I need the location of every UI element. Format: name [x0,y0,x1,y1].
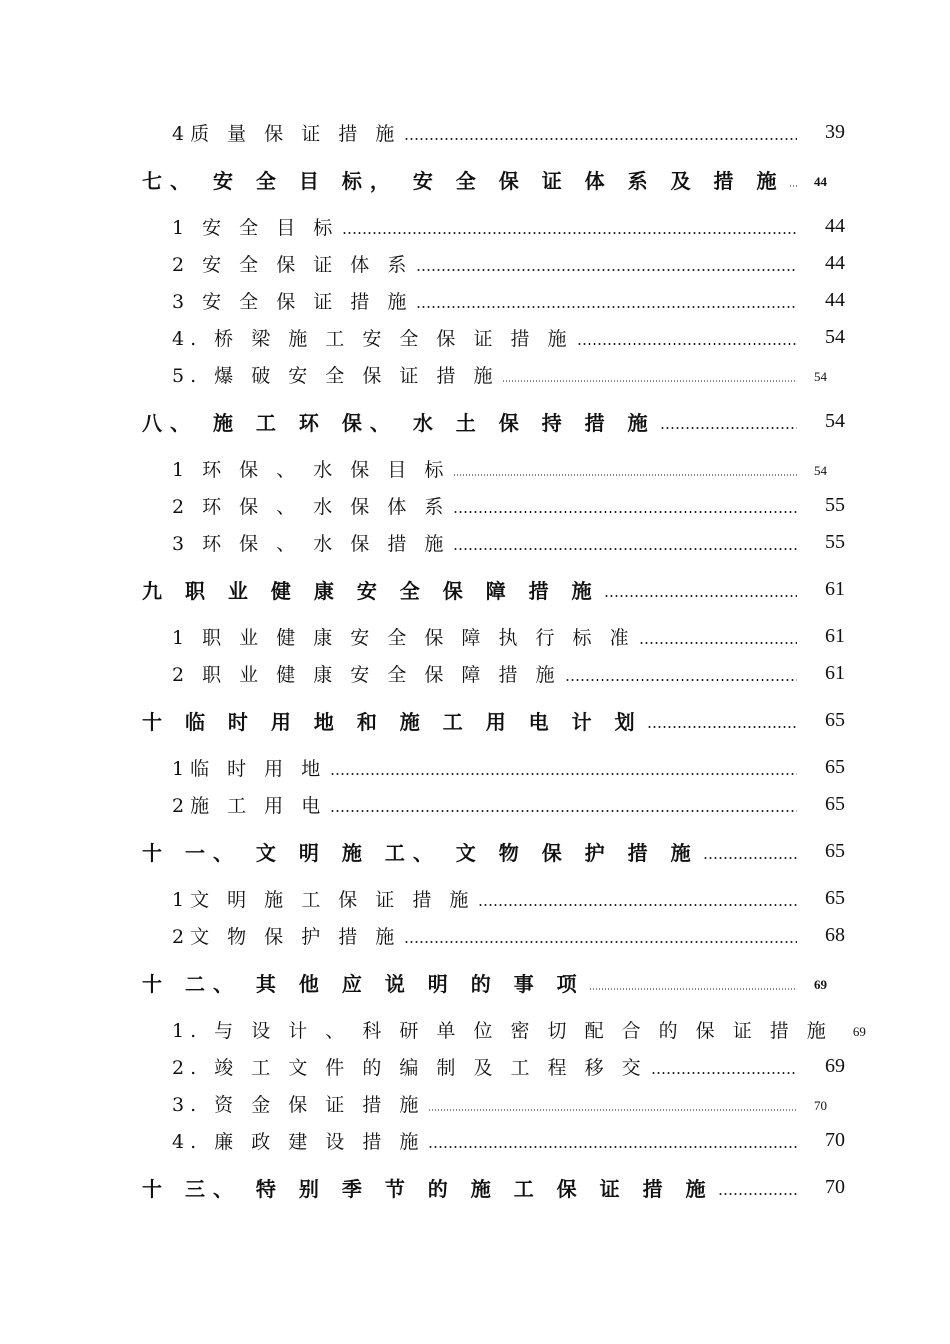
toc-entry-title: 5. 爆 破 安 全 保 证 措 施 [172,364,499,387]
toc-entry[interactable] [0,1125,950,1155]
toc-page-number: 70 [825,1128,845,1151]
dot-leader [478,903,797,907]
toc-page-number: 54 [814,463,827,478]
dot-leader [428,1108,797,1112]
toc-page-number: 69 [825,1054,845,1077]
dot-leader [565,678,798,682]
toc-entry-title: 十 三、 特 别 季 节 的 施 工 保 证 措 施 [142,1176,714,1201]
toc-entry-title: 十 临 时 用 地 和 施 工 用 电 计 划 [142,709,643,734]
toc-page-number: 54 [825,409,845,432]
toc-page-number: 39 [825,120,845,143]
dot-leader [589,987,797,991]
dot-leader [428,1145,797,1149]
toc-entry[interactable] [0,248,950,278]
dot-leader [651,1071,797,1075]
toc-entry[interactable] [0,836,950,866]
toc-entry[interactable] [0,285,950,315]
toc-entry-title: 七、 安 全 目 标， 安 全 保 证 体 系 及 措 施 [142,168,785,193]
dot-leader [718,1192,797,1196]
toc-page-number: 65 [825,708,845,731]
toc-entry-title: 2. 竣 工 文 件 的 编 制 及 工 程 移 交 [172,1056,647,1079]
toc-page-number: 55 [825,493,845,516]
toc-page-number: 54 [814,369,827,384]
dot-leader [330,772,797,776]
toc-entry[interactable] [0,752,950,782]
dot-leader [416,305,797,309]
toc-entry[interactable] [0,883,950,913]
dot-leader [416,268,797,272]
toc-page-number: 65 [825,886,845,909]
dot-leader [502,379,797,383]
toc-page-number: 65 [825,755,845,778]
dot-leader [404,940,797,944]
dot-leader [404,137,797,141]
toc-entry[interactable] [0,527,950,557]
toc-page-number: 70 [814,1098,827,1113]
dot-leader [639,641,797,645]
toc-page-number: 65 [825,792,845,815]
toc-entry-title: 1 职 业 健 康 安 全 保 障 执 行 标 准 [172,626,635,649]
toc-entry-title: 1 环 保 、 水 保 目 标 [172,458,450,481]
dot-leader [703,856,797,860]
toc-entry[interactable] [0,359,950,389]
toc-page-number: 61 [825,577,845,600]
dot-leader [342,231,797,235]
toc-entry[interactable] [0,574,950,604]
toc-entry-title: 2 职 业 健 康 安 全 保 障 措 施 [172,663,561,686]
toc-entry-title: 1临 时 用 地 [172,757,327,780]
toc-entry[interactable] [0,621,950,651]
toc-entry-title: 九 职 业 健 康 安 全 保 障 措 施 [142,578,600,603]
toc-entry[interactable] [0,490,950,520]
dot-leader [330,809,797,813]
dot-leader [604,594,797,598]
dot-leader [453,547,797,551]
toc-page-number: 68 [825,923,845,946]
toc-page-number: 61 [825,624,845,647]
toc-page-number: 55 [825,530,845,553]
toc-entry-title: 2文 物 保 护 措 施 [172,925,401,948]
toc-entry-title: 3. 资 金 保 证 措 施 [172,1093,425,1116]
dot-leader [577,342,797,346]
toc-entry-title: 3 安 全 保 证 措 施 [172,290,413,313]
toc-page-number: 44 [814,174,827,189]
toc-entry[interactable] [0,211,950,241]
toc-page-number: 65 [825,839,845,862]
toc-entry-title: 1. 与 设 计 、 科 研 单 位 密 切 配 合 的 保 证 措 施 [172,1019,832,1042]
toc-page-number: 54 [825,325,845,348]
toc-page-number: 61 [825,661,845,684]
toc-entry-title: 1文 明 施 工 保 证 措 施 [172,888,475,911]
toc-entry-title: 4. 桥 梁 施 工 安 全 保 证 措 施 [172,327,573,350]
toc-entry[interactable] [0,705,950,735]
toc-entry[interactable] [0,322,950,352]
toc-entry-title: 十 二、 其 他 应 说 明 的 事 项 [142,971,585,996]
toc-page-number: 44 [825,214,845,237]
dot-leader [453,473,797,477]
toc-entry-title: 3 环 保 、 水 保 措 施 [172,532,450,555]
toc-entry[interactable] [0,1088,950,1118]
toc-page-number: 69 [814,977,827,992]
dot-leader [789,184,797,188]
toc-entry[interactable] [0,117,950,147]
toc-entry[interactable] [0,920,950,950]
toc-entry[interactable] [0,1172,950,1202]
dot-leader [660,426,797,430]
toc-page-number: 70 [825,1175,845,1198]
toc-page-number: 69 [852,1024,866,1039]
toc-page-number: 44 [825,288,845,311]
toc-entry-title: 八、 施 工 环 保、 水 土 保 持 措 施 [142,410,656,435]
toc-page-number: 44 [825,251,845,274]
toc-entry-title: 2 环 保 、 水 保 体 系 [172,495,450,518]
toc-entry-title: 4质 量 保 证 措 施 [172,122,401,145]
toc-entry[interactable] [0,1051,950,1081]
toc-entry[interactable] [0,658,950,688]
toc-entry-title: 2 安 全 保 证 体 系 [172,253,413,276]
toc-entry-title: 十 一、 文 明 施 工、 文 物 保 护 措 施 [142,840,699,865]
dot-leader [453,510,797,514]
toc-entry[interactable] [0,164,950,194]
toc-entry-title: 2施 工 用 电 [172,794,327,817]
toc-entry[interactable] [0,1014,950,1044]
toc-entry[interactable] [0,453,950,483]
toc-entry[interactable] [0,406,950,436]
toc-entry-title: 1 安 全 目 标 [172,216,339,239]
toc-entry[interactable] [0,789,950,819]
toc-entry[interactable] [0,967,950,997]
toc-entry-title: 4. 廉 政 建 设 措 施 [172,1130,425,1153]
dot-leader [647,725,797,729]
